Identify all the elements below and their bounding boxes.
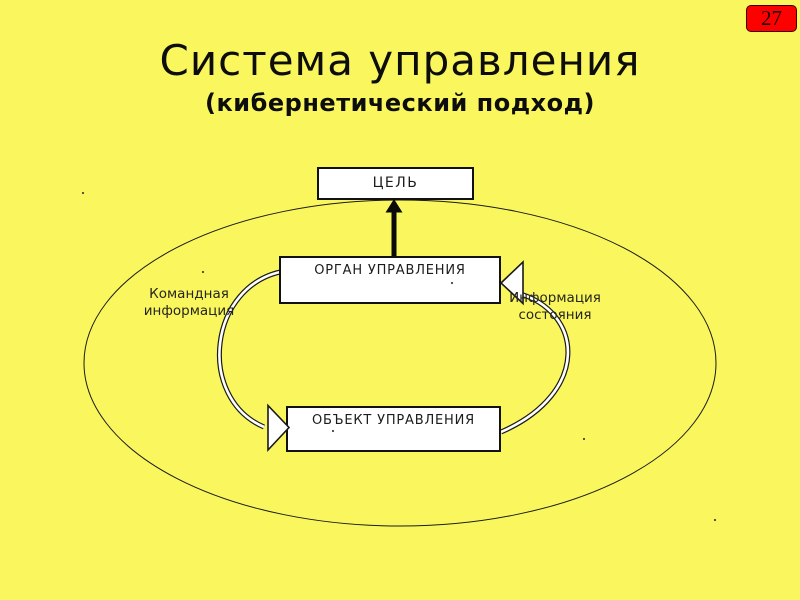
page-number: 27 — [761, 6, 782, 30]
state-flow-label: Информация состояния — [509, 290, 601, 323]
goal-arrow-head-icon — [386, 199, 403, 213]
system-boundary-ellipse — [84, 200, 716, 526]
goal-box-label: ЦЕЛЬ — [372, 175, 419, 191]
command-flow-arrowhead-icon — [268, 406, 289, 451]
slide-subtitle: (кибернетический подход) — [205, 89, 595, 117]
command-flow-label: Командная информация — [143, 286, 235, 319]
controller-box-label: ОРГАН УПРАВЛЕНИЯ — [314, 263, 466, 278]
object-box-label: ОБЪЕКТ УПРАВЛЕНИЯ — [312, 413, 475, 428]
noise-dots — [82, 192, 716, 521]
slide-title: Система управления — [159, 36, 641, 85]
